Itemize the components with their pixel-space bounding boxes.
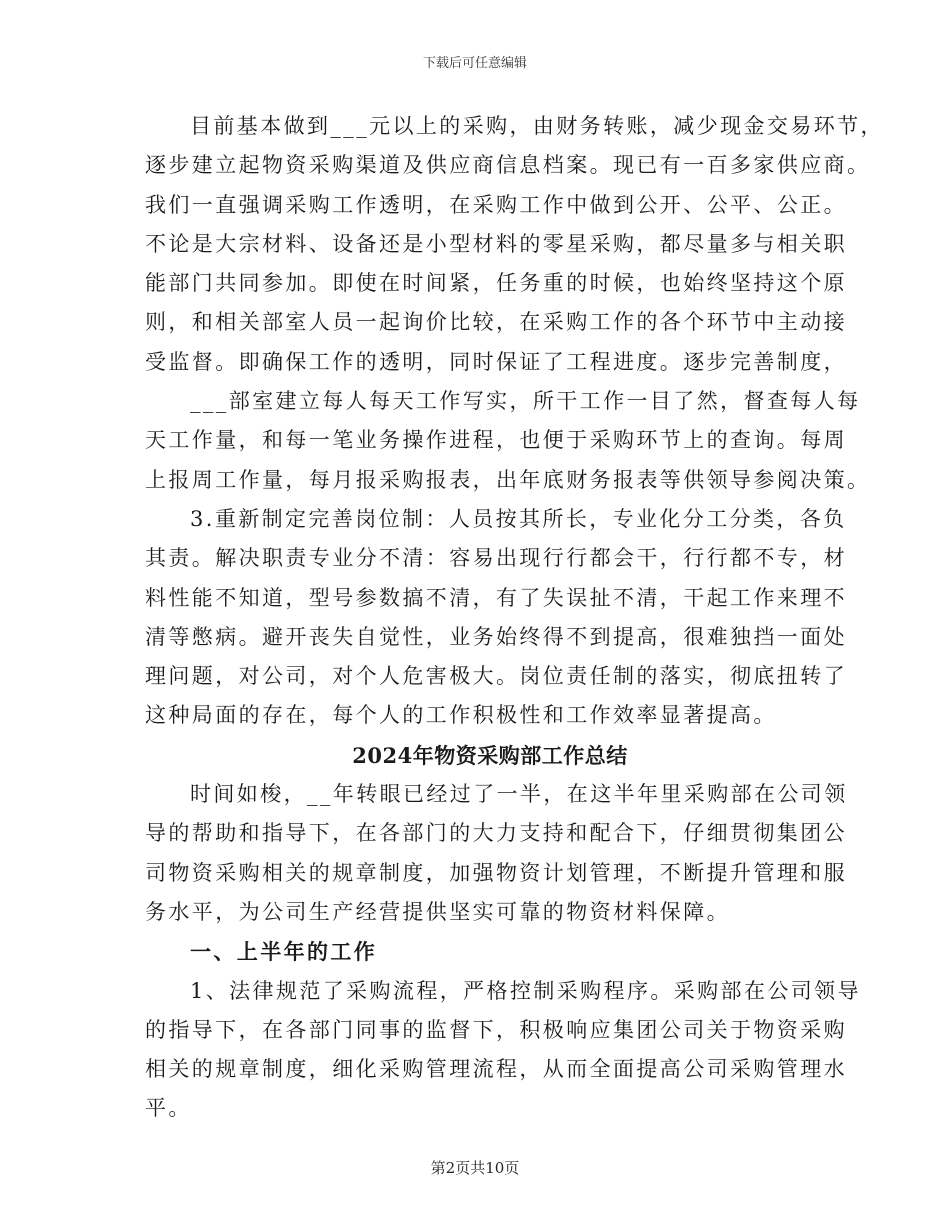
paragraph-line: 这种局面的存在，每个人的工作积极性和工作效率显著提高。 [145,703,777,728]
paragraph-line: 平。 [145,1096,192,1121]
section-heading: 一、上半年的工作 [190,939,378,965]
paragraph-line: 相关的规章制度，细化采购管理流程，从而全面提高公司采购管理水 [145,1057,847,1082]
paragraph-line: 料性能不知道，型号参数搞不清，有了失误扯不清，干起工作来理不 [145,585,847,610]
page-header-note: 下载后可任意编辑 [422,56,527,71]
paragraph-line: 3.重新制定完善岗位制：人员按其所长，专业化分工分类，各负 [190,506,847,531]
paragraph-line: 的指导下，在各部门同事的监督下，积极响应集团公司关于物资采购 [145,1017,847,1042]
paragraph-line: 清等憋病。避开丧失自觉性，业务始终得不到提高，很难独挡一面处 [145,624,847,649]
paragraph-line: 1、法律规范了采购流程，严格控制采购程序。采购部在公司领导 [190,978,861,1003]
paragraph-line: 能部门共同参加。即使在时间紧，任务重的时候，也始终坚持这个原 [145,271,847,296]
document-body [145,107,884,1129]
paragraph-line: 司物资采购相关的规章制度，加强物资计划管理，不断提升管理和服 [145,860,847,885]
paragraph-line: 时间如梭，__年转眼已经过了一半，在这半年里采购部在公司领 [190,782,848,807]
paragraph-line: ___部室建立每人每天工作写实，所干工作一目了然，督查每人每 [190,389,861,414]
paragraph-line: 其责。解决职责专业分不清：容易出现行行都会干，行行都不专，材 [145,546,847,571]
paragraph-line: 理问题，对公司，对个人危害极大。岗位责任制的落实，彻底扭转了 [145,664,847,689]
paragraph-line: 导的帮助和指导下，在各部门的大力支持和配合下，仔细贯彻集团公 [145,821,847,846]
paragraph-line: 不论是大宗材料、设备还是小型材料的零星采购，都尽量多与相关职 [145,231,847,256]
page-number-footer: 第2页共10页 [430,1159,520,1177]
paragraph-line: 天工作量，和每一笔业务操作进程，也便于采购环节上的查询。每周 [145,428,847,453]
paragraph-line: 受监督。即确保工作的透明，同时保证了工程进度。逐步完善制度， [145,349,847,374]
paragraph-line: 上报周工作量，每月报采购报表，出年底财务报表等供领导参阅决策。 [145,467,871,492]
document-title: 2024年物资采购部工作总结 [352,742,628,768]
paragraph-line: 则，和相关部室人员一起询价比较，在采购工作的各个环节中主动接 [145,310,847,335]
paragraph-line: 逐步建立起物资采购渠道及供应商信息档案。现已有一百多家供应商。 [145,153,871,178]
paragraph-line: 我们一直强调采购工作透明，在采购工作中做到公开、公平、公正。 [145,192,847,217]
paragraph-line: 务水平，为公司生产经营提供坚实可靠的物资材料保障。 [145,899,730,924]
paragraph-line: 目前基本做到___元以上的采购，由财务转账，减少现金交易环节， [190,114,884,138]
